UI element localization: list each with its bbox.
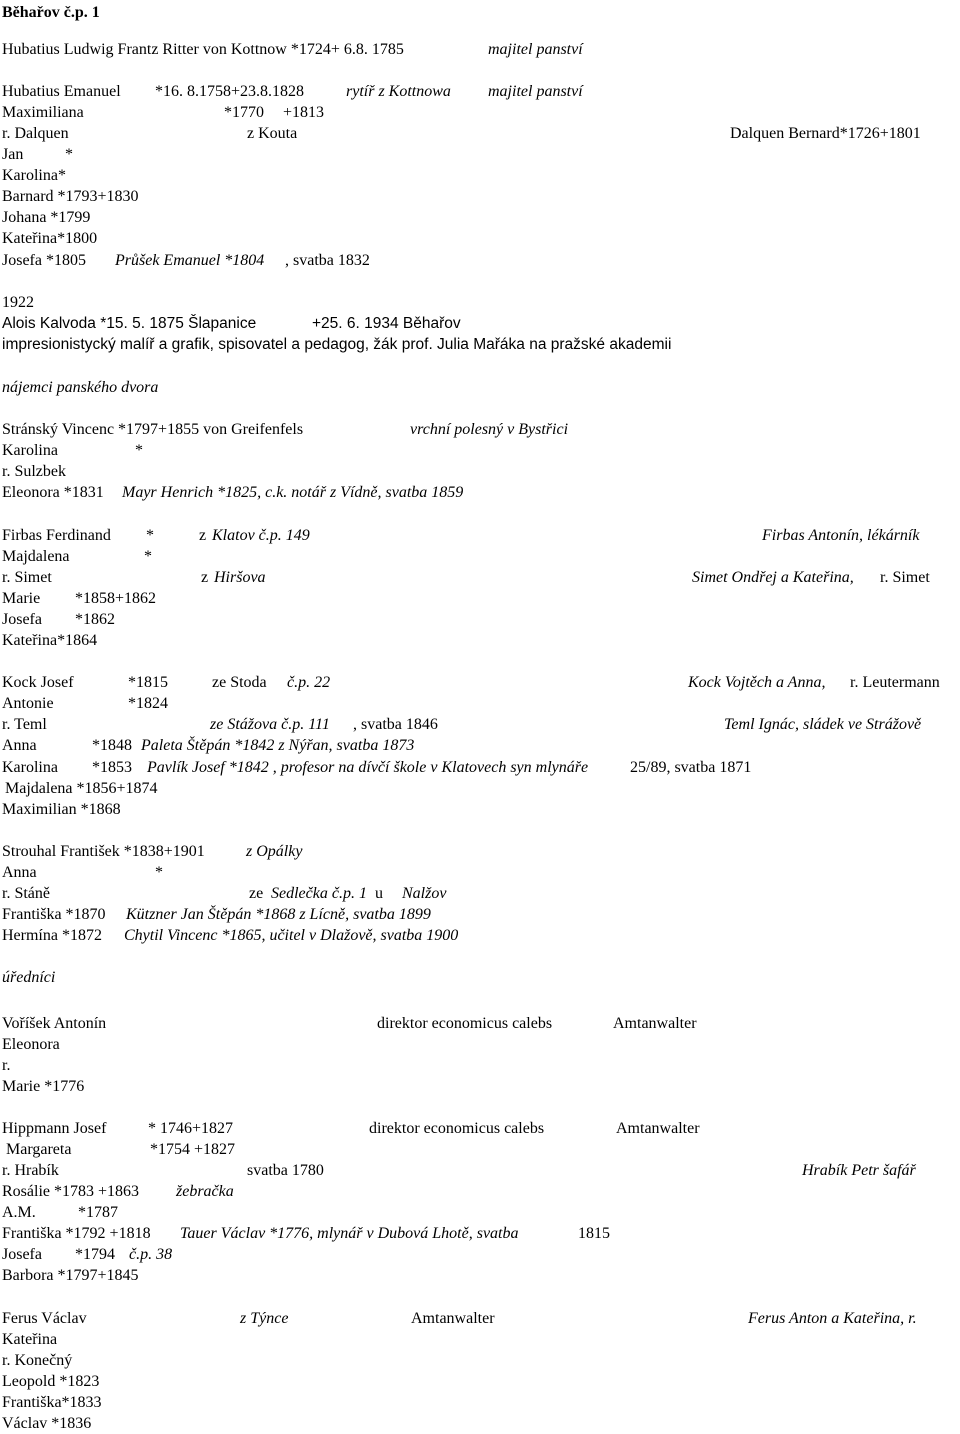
- text-segment: rytíř z Kottnowa: [346, 83, 451, 100]
- text-segment: direktor economicus calebs: [369, 1120, 545, 1137]
- family-line: [0, 1203, 960, 1223]
- official-line: [0, 1119, 960, 1139]
- text-segment: Ferus Václav: [2, 1310, 87, 1327]
- text-segment: majitel panství: [488, 41, 583, 58]
- text-segment: Mayr Henrich *1825, c.k. notář z Vídně, svatba 1859: [122, 484, 464, 501]
- text-segment: +25. 6. 1934 Běhařov: [312, 315, 461, 332]
- text-segment: Antonie: [2, 695, 54, 712]
- section-heading: [0, 968, 960, 988]
- text-segment: z: [201, 569, 209, 586]
- text-segment: Hubatius Ludwig Frantz Ritter von Kottnow *1724+ 6.8. 1785: [2, 41, 404, 58]
- text-segment: Marie: [2, 590, 41, 607]
- text-segment: Karolina*: [2, 167, 66, 184]
- family-line: [0, 1056, 960, 1076]
- text-segment: *1815: [128, 674, 168, 691]
- family-line: [0, 1077, 960, 1097]
- family-line: [0, 758, 960, 778]
- family-line: [0, 1245, 960, 1265]
- text-segment: u: [375, 885, 383, 902]
- text-segment: Jan: [2, 146, 24, 163]
- text-segment: ze Stoda: [212, 674, 267, 691]
- family-line: [0, 1224, 960, 1244]
- family-line: [0, 694, 960, 714]
- text-segment: Běhařov č.p. 1: [2, 4, 100, 21]
- text-segment: *16. 8.1758+23.8.1828: [155, 83, 305, 100]
- text-segment: Sedlečka č.p. 1: [271, 885, 367, 902]
- text-segment: nájemci panského dvora: [2, 379, 159, 396]
- text-segment: č.p. 38: [129, 1246, 173, 1263]
- text-segment: Margareta: [6, 1141, 72, 1158]
- text-segment: Barnard *1793+1830: [2, 188, 139, 205]
- family-line: [0, 1351, 960, 1371]
- text-segment: r. Konečný: [2, 1352, 73, 1369]
- text-segment: 25/89, svatba 1871: [630, 759, 752, 776]
- official-line: [0, 1309, 960, 1329]
- painter-line: [0, 314, 960, 334]
- family-line: [0, 166, 960, 186]
- text-segment: Alois Kalvoda *15. 5. 1875 Šlapanice: [2, 315, 257, 332]
- text-segment: Firbas Ferdinand: [2, 527, 111, 544]
- family-line: [0, 631, 960, 651]
- text-segment: *: [146, 527, 154, 544]
- family-line: [0, 483, 960, 503]
- text-segment: Karolina: [2, 759, 58, 776]
- text-segment: Kateřina*1864: [2, 632, 98, 649]
- family-line: [0, 526, 960, 546]
- text-segment: r. Simet: [2, 569, 52, 586]
- text-segment: r. Leutermann: [850, 674, 940, 691]
- text-segment: *: [144, 548, 152, 565]
- text-segment: Kateřina*1800: [2, 230, 98, 247]
- text-segment: Strouhal František *1838+1901: [2, 843, 205, 860]
- text-segment: r. Teml: [2, 716, 47, 733]
- text-segment: *1862: [75, 611, 115, 628]
- family-line: [0, 1372, 960, 1392]
- text-segment: Hrabík Petr šafář: [802, 1162, 916, 1179]
- text-segment: r. Stáně: [2, 885, 50, 902]
- text-segment: *: [135, 442, 143, 459]
- text-segment: Majdalena *1856+1874: [5, 780, 158, 797]
- text-segment: Josefa *1805: [2, 252, 86, 269]
- text-segment: Václav *1836: [2, 1415, 92, 1432]
- text-segment: Johana *1799: [2, 209, 91, 226]
- text-segment: *1824: [128, 695, 168, 712]
- text-segment: z: [199, 527, 207, 544]
- text-segment: Nalžov: [402, 885, 447, 902]
- text-segment: úředníci: [2, 969, 56, 986]
- text-segment: Anna: [2, 864, 37, 881]
- text-segment: Chytil Vincenc *1865, učitel v Dlažově, svatba 1900: [124, 927, 459, 944]
- text-segment: , svatba 1846: [353, 716, 438, 733]
- text-segment: *1787: [78, 1204, 118, 1221]
- text-segment: Hiršova: [214, 569, 266, 586]
- section-heading: [0, 378, 960, 398]
- text-segment: Hermína *1872: [2, 927, 102, 944]
- text-segment: r.: [2, 1057, 11, 1074]
- text-segment: Ferus Anton a Kateřina, r.: [748, 1310, 917, 1327]
- family-line: [0, 208, 960, 228]
- text-segment: Karolina: [2, 442, 58, 459]
- family-line: [0, 863, 960, 883]
- family-line: [0, 420, 960, 440]
- family-line: [0, 1330, 960, 1350]
- text-segment: *: [65, 146, 73, 163]
- family-line: [0, 884, 960, 904]
- text-segment: z Týnce: [240, 1310, 289, 1327]
- family-line: [0, 589, 960, 609]
- text-segment: z Opálky: [246, 843, 303, 860]
- family-line: [0, 1266, 960, 1286]
- text-segment: majitel panství: [488, 83, 583, 100]
- official-line: [0, 1014, 960, 1034]
- page-heading: [0, 3, 960, 23]
- text-segment: Teml Ignác, sládek ve Strážově: [724, 716, 922, 733]
- family-line: [0, 103, 960, 123]
- text-segment: Marie *1776: [2, 1078, 85, 1095]
- text-segment: +1813: [283, 104, 325, 121]
- text-segment: Paleta Štěpán *1842 z Nýřan, svatba 1873: [141, 737, 415, 754]
- text-segment: Anna: [2, 737, 37, 754]
- text-segment: Hippmann Josef: [2, 1120, 107, 1137]
- text-segment: Barbora *1797+1845: [2, 1267, 139, 1284]
- text-segment: Eleonora: [2, 1036, 60, 1053]
- text-segment: Kock Vojtěch a Anna,: [688, 674, 826, 691]
- text-segment: Amtanwalter: [616, 1120, 700, 1137]
- text-segment: *1770: [224, 104, 264, 121]
- family-line: [0, 926, 960, 946]
- family-line: [0, 441, 960, 461]
- family-line: [0, 187, 960, 207]
- text-segment: Pavlík Josef *1842 , profesor na dívčí škole v Klatovech syn mlynáře: [147, 759, 589, 776]
- text-segment: A.M.: [2, 1204, 36, 1221]
- text-segment: žebračka: [176, 1183, 234, 1200]
- text-segment: Průšek Emanuel *1804: [115, 252, 265, 269]
- text-segment: *1853: [92, 759, 132, 776]
- text-segment: Františka *1792 +1818: [2, 1225, 151, 1242]
- family-line: [0, 1182, 960, 1202]
- text-segment: Josefa: [2, 611, 42, 628]
- family-line: [0, 905, 960, 925]
- text-segment: Dalquen Bernard*1726+1801: [730, 125, 921, 142]
- family-line: [0, 568, 960, 588]
- text-segment: Kützner Jan Štěpán *1868 z Lícně, svatba 1899: [126, 906, 431, 923]
- owner-2: [0, 82, 960, 102]
- text-segment: Stránský Vincenc *1797+1855 von Greifenfels: [2, 421, 304, 438]
- text-segment: r. Simet: [880, 569, 930, 586]
- text-segment: Klatov č.p. 149: [212, 527, 310, 544]
- text-segment: direktor economicus calebs: [377, 1015, 553, 1032]
- text-segment: impresionistycký malíř a grafik, spisovatel a pedagog, žák prof. Julia Mařáka na pražské akademii: [2, 336, 672, 353]
- text-segment: 1815: [578, 1225, 610, 1242]
- text-segment: vrchní polesný v Bystřici: [410, 421, 569, 438]
- family-line: [0, 1393, 960, 1413]
- family-line: [0, 736, 960, 756]
- family-line: [0, 1140, 960, 1160]
- family-line: [0, 779, 960, 799]
- painter-note: [0, 335, 960, 355]
- text-segment: Leopold *1823: [2, 1373, 100, 1390]
- text-segment: ze Stážova č.p. 111: [210, 716, 330, 733]
- family-line: [0, 800, 960, 820]
- text-segment: *: [155, 864, 163, 881]
- text-segment: Majdalena: [2, 548, 70, 565]
- text-segment: Tauer Václav *1776, mlynář v Dubová Lhotě, svatba: [180, 1225, 519, 1242]
- family-line: [0, 1414, 960, 1434]
- family-line: [0, 547, 960, 567]
- text-segment: z Kouta: [247, 125, 298, 142]
- text-segment: č.p. 22: [287, 674, 331, 691]
- family-line: [0, 610, 960, 630]
- text-segment: r. Dalquen: [2, 125, 69, 142]
- text-segment: Kateřina: [2, 1331, 58, 1348]
- text-segment: Voříšek Antonín: [2, 1015, 107, 1032]
- text-segment: Simet Ondřej a Kateřina,: [692, 569, 854, 586]
- text-segment: Rosálie *1783 +1863: [2, 1183, 140, 1200]
- family-line: [0, 145, 960, 165]
- text-segment: Maximiliana: [2, 104, 84, 121]
- text-segment: *1858+1862: [75, 590, 157, 607]
- text-segment: Amtanwalter: [411, 1310, 495, 1327]
- year-line: [0, 293, 960, 313]
- family-line: [0, 715, 960, 735]
- text-segment: r. Hrabík: [2, 1162, 59, 1179]
- text-segment: * 1746+1827: [148, 1120, 234, 1137]
- family-line: [0, 673, 960, 693]
- text-segment: Josefa: [2, 1246, 42, 1263]
- text-segment: Kock Josef: [2, 674, 74, 691]
- family-line: [0, 842, 960, 862]
- family-line: [0, 1161, 960, 1181]
- text-segment: Firbas Antonín, lékárník: [762, 527, 920, 544]
- owner-1: [0, 40, 960, 60]
- text-segment: Eleonora *1831: [2, 484, 104, 501]
- text-segment: Františka*1833: [2, 1394, 102, 1411]
- text-segment: r. Sulzbek: [2, 463, 66, 480]
- family-line: [0, 462, 960, 482]
- text-segment: , svatba 1832: [285, 252, 370, 269]
- text-segment: ze: [249, 885, 264, 902]
- family-line: [0, 124, 960, 144]
- text-segment: svatba 1780: [247, 1162, 324, 1179]
- family-line: [0, 251, 960, 271]
- text-segment: *1848: [92, 737, 132, 754]
- text-segment: Maximilian *1868: [2, 801, 121, 818]
- text-segment: Hubatius Emanuel: [2, 83, 121, 100]
- text-segment: Františka *1870: [2, 906, 106, 923]
- text-segment: 1922: [2, 294, 34, 311]
- text-segment: *1794: [75, 1246, 115, 1263]
- family-line: [0, 229, 960, 249]
- text-segment: *1754 +1827: [150, 1141, 236, 1158]
- family-line: [0, 1035, 960, 1055]
- text-segment: Amtanwalter: [613, 1015, 697, 1032]
